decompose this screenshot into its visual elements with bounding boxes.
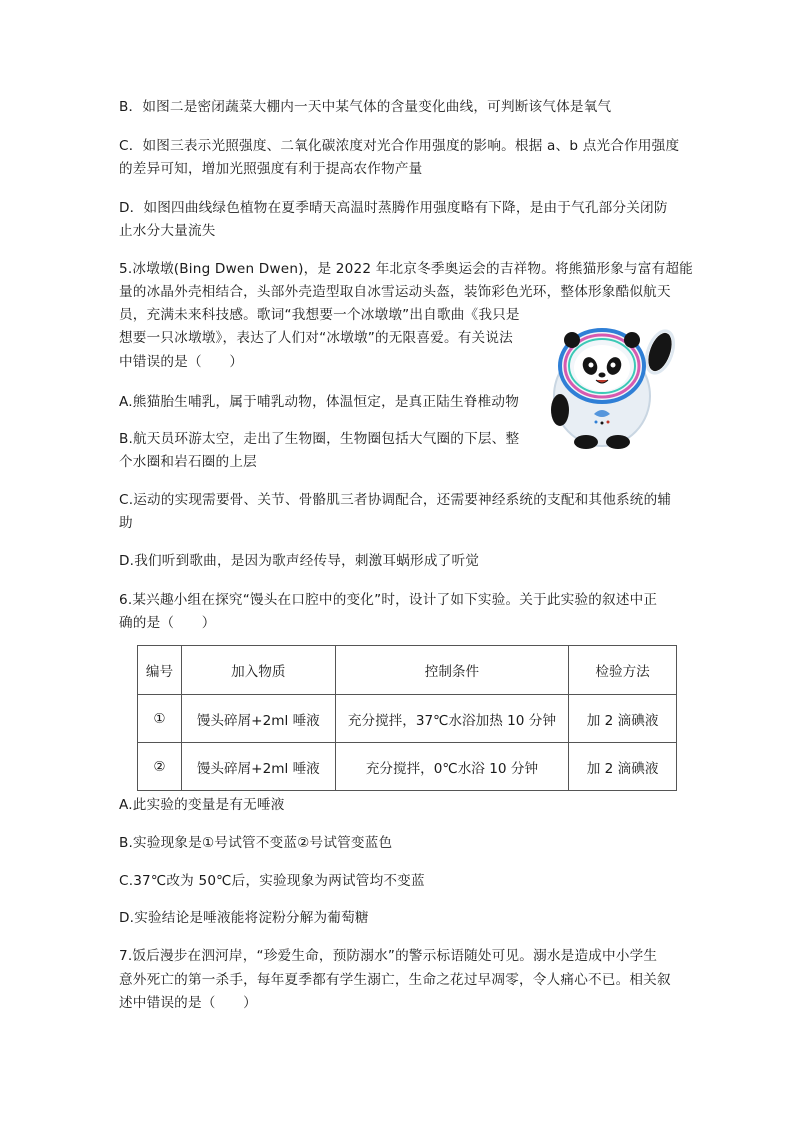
table-cell: ①: [138, 695, 182, 743]
table-cell: 馒头碎屑+2ml 唾液: [181, 695, 335, 743]
q6-stem-line2: 确的是（ ）: [119, 615, 216, 631]
table-cell: ②: [138, 743, 182, 791]
q6-option-a: A.此实验的变量是有无唾液: [119, 797, 285, 813]
q5-option-a: A.熊猫胎生哺乳，属于哺乳动物，体温恒定，是真正陆生脊椎动物: [119, 394, 520, 410]
experiment-table: [137, 645, 677, 791]
header-cell: 控制条件: [335, 646, 569, 695]
table-cell: 充分搅拌，37℃水浴加热 10 分钟: [335, 695, 569, 743]
q5-stem-line1: 5.冰墩墩(Bing Dwen Dwen)，是 2022 年北京冬季奥运会的吉祥物。将熊猫形象与富有超能: [119, 261, 693, 277]
q4-option-c-line1: C．如图三表示光照强度、二氧化碳浓度对光合作用强度的影响。根据 a、b 点光合作用强度: [119, 138, 680, 154]
q6-option-d: D.实验结论是唾液能将淀粉分解为葡萄糖: [119, 910, 369, 926]
table-row: [138, 695, 677, 743]
q4-option-d-line2: 止水分大量流失: [119, 223, 216, 239]
q7-stem-line3: 述中错误的是（ ）: [119, 995, 257, 1011]
table-cell: 加 2 滴碘液: [569, 743, 677, 791]
q5-stem-line3: 员，充满未来科技感。歌词“我想要一个冰墩墩”出自歌曲《我只是: [119, 307, 520, 323]
q4-option-d-line1: D．如图四曲线绿色植物在夏季晴天高温时蒸腾作用强度略有下降，是由于气孔部分关闭防: [119, 200, 668, 216]
q5-option-c-line1: C.运动的实现需要骨、关节、骨骼肌三者协调配合，还需要神经系统的支配和其他系统的辅: [119, 492, 672, 508]
q6-option-c: C.37℃改为 50℃后，实验现象为两试管均不变蓝: [119, 873, 425, 889]
header-cell: 检验方法: [569, 646, 677, 695]
table-cell: 加 2 滴碘液: [569, 695, 677, 743]
header-cell: 加入物质: [181, 646, 335, 695]
table-cell: 充分搅拌，0℃水浴 10 分钟: [335, 743, 569, 791]
q5-option-b-line2: 个水圈和岩石圈的上层: [119, 454, 257, 470]
q5-option-b-line1: B.航天员环游太空，走出了生物圈，生物圈包括大气圈的下层、整: [119, 431, 520, 447]
bing-dwen-dwen-mascot-image: [540, 322, 678, 450]
table-header-row: [138, 646, 677, 695]
q6-option-b: B.实验现象是①号试管不变蓝②号试管变蓝色: [119, 835, 393, 851]
q6-stem-line1: 6.某兴趣小组在探究“馒头在口腔中的变化”时，设计了如下实验。关于此实验的叙述中正: [119, 592, 658, 608]
table-row: [138, 743, 677, 791]
table-cell: 馒头碎屑+2ml 唾液: [181, 743, 335, 791]
header-cell: 编号: [138, 646, 182, 695]
q7-stem-line2: 意外死亡的第一杀手，每年夏季都有学生溺亡，生命之花过早凋零，令人痛心不已。相关叙: [119, 972, 671, 988]
q4-option-c-line2: 的差异可知，增加光照强度有利于提高农作物产量: [119, 161, 423, 177]
q5-stem-line4: 想要一只冰墩墩》，表达了人们对“冰墩墩”的无限喜爱。有关说法: [119, 330, 513, 346]
q7-stem-line1: 7.饭后漫步在泗河岸，“珍爱生命，预防溺水”的警示标语随处可见。溺水是造成中小学生: [119, 948, 658, 964]
q5-option-c-line2: 助: [119, 515, 133, 531]
q5-stem-line2: 量的冰晶外壳相结合，头部外壳造型取自冰雪运动头盔，装饰彩色光环，整体形象酷似航天: [119, 284, 671, 300]
q5-option-d: D.我们听到歌曲，是因为歌声经传导，刺激耳蜗形成了听觉: [119, 553, 480, 569]
q5-stem-line5: 中错误的是（ ）: [119, 354, 244, 370]
q4-option-b: B．如图二是密闭蔬菜大棚内一天中某气体的含量变化曲线，可判断该气体是氧气: [119, 99, 612, 115]
